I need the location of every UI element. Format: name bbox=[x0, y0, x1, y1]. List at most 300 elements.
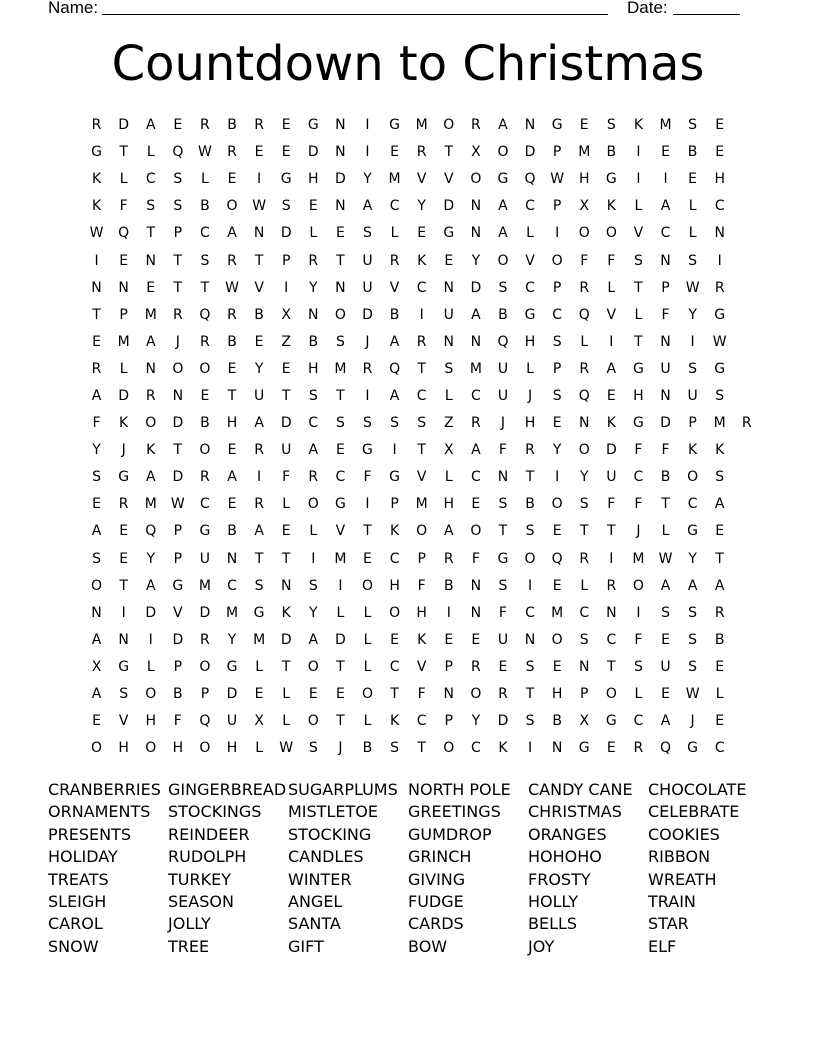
grid-letter[interactable]: B bbox=[687, 144, 698, 161]
grid-letter[interactable]: W bbox=[685, 686, 700, 703]
grid-letter[interactable]: H bbox=[633, 387, 644, 404]
grid-letter[interactable]: V bbox=[525, 252, 535, 269]
grid-letter[interactable]: D bbox=[605, 442, 617, 459]
grid-letter[interactable]: S bbox=[633, 658, 643, 675]
grid-letter[interactable]: Q bbox=[551, 550, 563, 567]
grid-letter[interactable]: E bbox=[335, 686, 345, 703]
grid-letter[interactable]: R bbox=[200, 631, 210, 648]
grid-letter[interactable]: M bbox=[632, 550, 645, 567]
grid-letter[interactable]: A bbox=[254, 523, 264, 540]
grid-letter[interactable]: J bbox=[365, 333, 370, 350]
grid-letter[interactable]: C bbox=[552, 306, 563, 323]
grid-letter[interactable]: T bbox=[444, 144, 454, 161]
grid-letter[interactable]: M bbox=[144, 496, 157, 513]
grid-letter[interactable]: M bbox=[388, 171, 401, 188]
grid-letter[interactable]: T bbox=[336, 387, 345, 404]
grid-letter[interactable]: E bbox=[254, 144, 264, 161]
grid-letter[interactable]: D bbox=[280, 631, 292, 648]
grid-letter[interactable]: G bbox=[687, 740, 699, 757]
grid-letter[interactable]: O bbox=[470, 686, 482, 703]
grid-letter[interactable]: L bbox=[526, 360, 534, 377]
grid-letter[interactable]: L bbox=[255, 658, 264, 675]
grid-letter[interactable]: R bbox=[498, 686, 508, 703]
grid-letter[interactable]: T bbox=[607, 523, 616, 540]
grid-letter[interactable]: G bbox=[334, 496, 346, 513]
grid-letter[interactable]: Y bbox=[146, 550, 156, 567]
grid-letter[interactable]: E bbox=[715, 713, 725, 730]
grid-letter[interactable]: L bbox=[390, 225, 399, 242]
grid-letter[interactable]: C bbox=[470, 740, 481, 757]
grid-letter[interactable]: F bbox=[92, 415, 101, 432]
grid-letter[interactable]: H bbox=[172, 740, 184, 757]
grid-letter[interactable]: M bbox=[253, 631, 266, 648]
grid-letter[interactable]: D bbox=[145, 604, 157, 621]
grid-letter[interactable]: B bbox=[389, 306, 400, 323]
grid-letter[interactable]: N bbox=[443, 686, 454, 703]
grid-letter[interactable]: V bbox=[416, 469, 427, 486]
grid-letter[interactable]: A bbox=[714, 577, 725, 594]
grid-letter[interactable]: L bbox=[146, 658, 155, 675]
grid-letter[interactable]: D bbox=[226, 686, 238, 703]
grid-letter[interactable]: S bbox=[661, 604, 670, 621]
grid-letter[interactable]: T bbox=[363, 523, 372, 540]
grid-letter[interactable]: U bbox=[199, 550, 211, 567]
grid-letter[interactable]: U bbox=[660, 360, 671, 377]
grid-letter[interactable]: B bbox=[227, 117, 237, 134]
grid-letter[interactable]: V bbox=[335, 523, 346, 540]
grid-letter[interactable]: C bbox=[525, 604, 535, 621]
grid-letter[interactable]: P bbox=[173, 550, 183, 567]
grid-letter[interactable]: N bbox=[145, 360, 156, 377]
grid-letter[interactable]: C bbox=[687, 496, 698, 513]
grid-letter[interactable]: U bbox=[497, 360, 509, 377]
grid-letter[interactable]: E bbox=[254, 333, 264, 350]
grid-letter[interactable]: S bbox=[525, 713, 535, 730]
grid-letter[interactable]: R bbox=[741, 415, 752, 432]
grid-letter[interactable]: D bbox=[335, 171, 346, 188]
grid-letter[interactable]: K bbox=[146, 442, 156, 459]
grid-letter[interactable]: J bbox=[636, 523, 641, 540]
grid-letter[interactable]: G bbox=[605, 171, 617, 188]
grid-letter[interactable]: G bbox=[524, 306, 536, 323]
grid-letter[interactable]: R bbox=[470, 658, 481, 675]
grid-letter[interactable]: O bbox=[551, 496, 563, 513]
grid-letter[interactable]: I bbox=[148, 631, 153, 648]
grid-letter[interactable]: C bbox=[227, 577, 237, 594]
grid-letter[interactable]: R bbox=[579, 279, 590, 296]
grid-letter[interactable]: G bbox=[253, 604, 265, 621]
grid-letter[interactable]: I bbox=[392, 442, 397, 459]
grid-letter[interactable]: O bbox=[524, 550, 536, 567]
grid-letter[interactable]: N bbox=[660, 387, 671, 404]
grid-letter[interactable]: O bbox=[470, 171, 482, 188]
grid-letter[interactable]: O bbox=[199, 740, 211, 757]
grid-letter[interactable]: C bbox=[389, 658, 400, 675]
grid-letter[interactable]: T bbox=[200, 279, 210, 296]
grid-letter[interactable]: P bbox=[552, 279, 562, 296]
grid-letter[interactable]: R bbox=[579, 360, 590, 377]
grid-letter[interactable]: F bbox=[634, 442, 643, 459]
grid-letter[interactable]: S bbox=[525, 658, 535, 675]
grid-letter[interactable]: C bbox=[416, 713, 427, 730]
grid-letter[interactable]: K bbox=[688, 442, 698, 459]
grid-letter[interactable]: P bbox=[444, 713, 453, 730]
date-blank-line[interactable] bbox=[673, 14, 740, 15]
grid-letter[interactable]: O bbox=[361, 577, 373, 594]
grid-letter[interactable]: H bbox=[578, 171, 590, 188]
grid-letter[interactable]: F bbox=[580, 252, 589, 269]
grid-letter[interactable]: S bbox=[498, 496, 508, 513]
grid-letter[interactable]: L bbox=[282, 496, 291, 513]
grid-letter[interactable]: A bbox=[498, 225, 508, 242]
grid-letter[interactable]: T bbox=[390, 686, 399, 703]
grid-letter[interactable]: T bbox=[417, 442, 426, 459]
grid-letter[interactable]: W bbox=[658, 550, 673, 567]
grid-letter[interactable]: E bbox=[552, 523, 562, 540]
grid-letter[interactable]: C bbox=[200, 496, 210, 513]
grid-letter[interactable]: R bbox=[227, 252, 237, 269]
grid-letter[interactable]: R bbox=[525, 442, 535, 459]
grid-letter[interactable]: R bbox=[606, 577, 617, 594]
grid-letter[interactable]: N bbox=[253, 225, 265, 242]
grid-letter[interactable]: G bbox=[118, 658, 130, 675]
grid-letter[interactable]: D bbox=[524, 144, 536, 161]
grid-letter[interactable]: S bbox=[92, 469, 101, 486]
grid-letter[interactable]: D bbox=[335, 631, 346, 648]
grid-letter[interactable]: S bbox=[417, 415, 427, 432]
grid-letter[interactable]: O bbox=[226, 198, 238, 215]
grid-letter[interactable]: A bbox=[145, 577, 156, 594]
grid-letter[interactable]: E bbox=[579, 117, 589, 134]
grid-letter[interactable]: E bbox=[92, 496, 101, 513]
grid-letter[interactable]: Y bbox=[309, 604, 318, 621]
grid-letter[interactable]: H bbox=[551, 686, 563, 703]
grid-letter[interactable]: T bbox=[336, 252, 345, 269]
grid-letter[interactable]: A bbox=[660, 713, 671, 730]
grid-letter[interactable]: N bbox=[470, 225, 482, 242]
grid-letter[interactable]: T bbox=[634, 279, 643, 296]
grid-letter[interactable]: Y bbox=[688, 550, 697, 567]
grid-letter[interactable]: K bbox=[715, 442, 725, 459]
grid-letter[interactable]: S bbox=[498, 577, 508, 594]
grid-letter[interactable]: C bbox=[416, 387, 427, 404]
grid-letter[interactable]: R bbox=[254, 496, 264, 513]
grid-letter[interactable]: S bbox=[688, 252, 698, 269]
grid-letter[interactable]: E bbox=[281, 523, 291, 540]
grid-letter[interactable]: E bbox=[281, 360, 291, 377]
grid-letter[interactable]: S bbox=[579, 631, 589, 648]
grid-letter[interactable]: S bbox=[308, 577, 318, 594]
grid-letter[interactable]: L bbox=[363, 631, 372, 648]
grid-letter[interactable]: E bbox=[227, 360, 237, 377]
grid-letter[interactable]: K bbox=[281, 604, 291, 621]
grid-letter[interactable]: S bbox=[173, 171, 183, 188]
grid-letter[interactable]: G bbox=[389, 117, 400, 134]
grid-letter[interactable]: N bbox=[470, 577, 482, 594]
grid-letter[interactable]: U bbox=[362, 279, 373, 296]
grid-letter[interactable]: S bbox=[579, 496, 589, 513]
grid-letter[interactable]: A bbox=[389, 333, 400, 350]
grid-letter[interactable]: Q bbox=[172, 144, 184, 161]
grid-letter[interactable]: A bbox=[308, 631, 319, 648]
grid-letter[interactable]: W bbox=[225, 279, 239, 296]
grid-letter[interactable]: P bbox=[200, 686, 210, 703]
grid-letter[interactable]: N bbox=[335, 117, 346, 134]
grid-letter[interactable]: K bbox=[606, 415, 616, 432]
grid-letter[interactable]: G bbox=[714, 360, 726, 377]
grid-letter[interactable]: E bbox=[471, 631, 481, 648]
grid-letter[interactable]: A bbox=[91, 523, 102, 540]
grid-letter[interactable]: E bbox=[146, 279, 156, 296]
grid-letter[interactable]: A bbox=[471, 306, 481, 323]
grid-letter[interactable]: B bbox=[660, 469, 671, 486]
grid-letter[interactable]: A bbox=[660, 198, 671, 215]
grid-letter[interactable]: N bbox=[497, 469, 509, 486]
grid-letter[interactable]: E bbox=[498, 658, 508, 675]
grid-letter[interactable]: G bbox=[91, 144, 102, 161]
grid-letter[interactable]: D bbox=[118, 117, 130, 134]
grid-letter[interactable]: E bbox=[119, 523, 129, 540]
grid-letter[interactable]: G bbox=[443, 225, 455, 242]
grid-letter[interactable]: A bbox=[687, 577, 698, 594]
grid-letter[interactable]: C bbox=[145, 171, 156, 188]
grid-letter[interactable]: I bbox=[717, 252, 722, 269]
grid-letter[interactable]: I bbox=[636, 171, 641, 188]
grid-letter[interactable]: I bbox=[636, 144, 641, 161]
grid-letter[interactable]: G bbox=[632, 360, 644, 377]
grid-letter[interactable]: G bbox=[605, 713, 617, 730]
grid-letter[interactable]: D bbox=[443, 198, 455, 215]
grid-letter[interactable]: M bbox=[415, 496, 428, 513]
grid-letter[interactable]: T bbox=[525, 469, 535, 486]
grid-letter[interactable]: N bbox=[470, 333, 482, 350]
grid-letter[interactable]: M bbox=[144, 306, 157, 323]
grid-letter[interactable]: E bbox=[661, 144, 670, 161]
grid-letter[interactable]: E bbox=[335, 442, 345, 459]
grid-letter[interactable]: Q bbox=[660, 740, 672, 757]
grid-letter[interactable]: B bbox=[552, 713, 562, 730]
grid-letter[interactable]: H bbox=[416, 604, 427, 621]
grid-letter[interactable]: F bbox=[498, 604, 507, 621]
grid-letter[interactable]: C bbox=[633, 469, 644, 486]
grid-letter[interactable]: G bbox=[687, 523, 699, 540]
grid-letter[interactable]: V bbox=[443, 171, 454, 188]
grid-letter[interactable]: N bbox=[118, 279, 129, 296]
grid-letter[interactable]: Q bbox=[145, 523, 157, 540]
grid-letter[interactable]: N bbox=[91, 604, 102, 621]
grid-letter[interactable]: H bbox=[226, 415, 238, 432]
grid-letter[interactable]: B bbox=[714, 631, 725, 648]
grid-letter[interactable]: N bbox=[524, 117, 536, 134]
grid-letter[interactable]: K bbox=[91, 198, 102, 215]
grid-letter[interactable]: S bbox=[200, 252, 210, 269]
grid-letter[interactable]: O bbox=[172, 360, 184, 377]
grid-letter[interactable]: J bbox=[690, 713, 695, 730]
grid-letter[interactable]: U bbox=[362, 252, 373, 269]
grid-letter[interactable]: A bbox=[471, 442, 481, 459]
grid-letter[interactable]: M bbox=[117, 333, 130, 350]
grid-letter[interactable]: P bbox=[688, 415, 697, 432]
grid-letter[interactable]: I bbox=[636, 604, 641, 621]
grid-letter[interactable]: C bbox=[308, 415, 319, 432]
grid-letter[interactable]: U bbox=[443, 306, 454, 323]
grid-letter[interactable]: E bbox=[390, 631, 399, 648]
grid-letter[interactable]: T bbox=[173, 279, 183, 296]
grid-letter[interactable]: E bbox=[335, 225, 345, 242]
grid-letter[interactable]: E bbox=[119, 550, 129, 567]
grid-letter[interactable]: N bbox=[335, 144, 346, 161]
grid-letter[interactable]: N bbox=[443, 333, 454, 350]
grid-letter[interactable]: E bbox=[119, 252, 129, 269]
grid-letter[interactable]: Y bbox=[363, 171, 372, 188]
grid-letter[interactable]: F bbox=[363, 469, 372, 486]
grid-letter[interactable]: N bbox=[118, 631, 129, 648]
grid-letter[interactable]: S bbox=[606, 117, 616, 134]
grid-letter[interactable]: R bbox=[362, 360, 373, 377]
grid-letter[interactable]: F bbox=[119, 198, 128, 215]
grid-letter[interactable]: O bbox=[632, 577, 644, 594]
grid-letter[interactable]: O bbox=[578, 442, 590, 459]
grid-letter[interactable]: C bbox=[335, 469, 346, 486]
grid-letter[interactable]: F bbox=[173, 713, 182, 730]
grid-letter[interactable]: R bbox=[118, 496, 129, 513]
grid-letter[interactable]: G bbox=[578, 740, 590, 757]
grid-letter[interactable]: S bbox=[173, 198, 183, 215]
grid-letter[interactable]: T bbox=[173, 442, 183, 459]
grid-letter[interactable]: R bbox=[172, 306, 183, 323]
grid-letter[interactable]: L bbox=[201, 171, 209, 188]
grid-letter[interactable]: G bbox=[307, 117, 319, 134]
grid-letter[interactable]: N bbox=[714, 225, 725, 242]
grid-letter[interactable]: B bbox=[254, 306, 264, 323]
grid-letter[interactable]: J bbox=[500, 415, 506, 432]
grid-letter[interactable]: D bbox=[362, 306, 373, 323]
grid-letter[interactable]: E bbox=[363, 550, 372, 567]
grid-letter[interactable]: I bbox=[609, 333, 614, 350]
grid-letter[interactable]: T bbox=[579, 523, 589, 540]
grid-letter[interactable]: O bbox=[334, 306, 346, 323]
grid-letter[interactable]: E bbox=[308, 198, 318, 215]
grid-letter[interactable]: I bbox=[94, 252, 99, 269]
grid-letter[interactable]: E bbox=[444, 631, 454, 648]
grid-letter[interactable]: I bbox=[365, 117, 370, 134]
grid-letter[interactable]: E bbox=[417, 225, 427, 242]
grid-letter[interactable]: S bbox=[390, 740, 400, 757]
grid-letter[interactable]: C bbox=[525, 279, 535, 296]
grid-letter[interactable]: F bbox=[471, 550, 480, 567]
grid-letter[interactable]: R bbox=[200, 469, 210, 486]
grid-letter[interactable]: N bbox=[280, 577, 292, 594]
grid-letter[interactable]: N bbox=[470, 198, 482, 215]
grid-letter[interactable]: O bbox=[199, 360, 211, 377]
grid-letter[interactable]: M bbox=[659, 117, 672, 134]
grid-letter[interactable]: T bbox=[498, 523, 508, 540]
grid-letter[interactable]: L bbox=[715, 686, 724, 703]
grid-letter[interactable]: M bbox=[578, 144, 591, 161]
grid-letter[interactable]: F bbox=[661, 306, 670, 323]
grid-letter[interactable]: U bbox=[497, 387, 509, 404]
grid-letter[interactable]: L bbox=[688, 225, 697, 242]
grid-letter[interactable]: Y bbox=[309, 279, 318, 296]
grid-letter[interactable]: W bbox=[252, 198, 267, 215]
grid-letter[interactable]: I bbox=[121, 604, 126, 621]
grid-letter[interactable]: G bbox=[172, 577, 184, 594]
grid-letter[interactable]: I bbox=[609, 550, 614, 567]
grid-letter[interactable]: Y bbox=[579, 469, 589, 486]
grid-letter[interactable]: O bbox=[416, 523, 428, 540]
grid-letter[interactable]: B bbox=[362, 740, 373, 757]
grid-letter[interactable]: N bbox=[660, 252, 671, 269]
grid-letter[interactable]: O bbox=[145, 415, 157, 432]
grid-letter[interactable]: S bbox=[146, 198, 156, 215]
grid-letter[interactable]: G bbox=[389, 469, 400, 486]
grid-letter[interactable]: E bbox=[661, 631, 670, 648]
grid-letter[interactable]: B bbox=[443, 577, 454, 594]
grid-letter[interactable]: O bbox=[551, 252, 563, 269]
grid-letter[interactable]: I bbox=[257, 171, 262, 188]
grid-letter[interactable]: E bbox=[471, 496, 481, 513]
grid-letter[interactable]: E bbox=[254, 686, 264, 703]
grid-letter[interactable]: M bbox=[334, 550, 347, 567]
grid-letter[interactable]: N bbox=[578, 415, 590, 432]
grid-letter[interactable]: T bbox=[227, 387, 237, 404]
grid-letter[interactable]: S bbox=[335, 415, 345, 432]
grid-letter[interactable]: L bbox=[282, 686, 291, 703]
grid-letter[interactable]: Q bbox=[199, 713, 211, 730]
grid-letter[interactable]: Q bbox=[118, 225, 130, 242]
grid-letter[interactable]: J bbox=[175, 333, 180, 350]
grid-letter[interactable]: A bbox=[498, 198, 508, 215]
grid-letter[interactable]: G bbox=[632, 415, 644, 432]
grid-letter[interactable]: O bbox=[145, 686, 157, 703]
grid-letter[interactable]: A bbox=[91, 631, 102, 648]
grid-letter[interactable]: T bbox=[92, 306, 101, 323]
grid-letter[interactable]: R bbox=[145, 387, 156, 404]
grid-letter[interactable]: O bbox=[91, 577, 103, 594]
grid-letter[interactable]: Q bbox=[389, 360, 401, 377]
grid-letter[interactable]: R bbox=[470, 117, 481, 134]
grid-letter[interactable]: C bbox=[389, 550, 400, 567]
grid-letter[interactable]: L bbox=[363, 713, 372, 730]
grid-letter[interactable]: Q bbox=[578, 387, 590, 404]
grid-letter[interactable]: M bbox=[225, 604, 239, 621]
grid-letter[interactable]: M bbox=[198, 577, 211, 594]
grid-letter[interactable]: D bbox=[660, 415, 671, 432]
grid-letter[interactable]: O bbox=[361, 686, 373, 703]
grid-letter[interactable]: P bbox=[552, 198, 562, 215]
grid-letter[interactable]: K bbox=[119, 415, 129, 432]
grid-letter[interactable]: Y bbox=[92, 442, 101, 459]
grid-letter[interactable]: N bbox=[335, 198, 346, 215]
grid-letter[interactable]: T bbox=[525, 686, 535, 703]
grid-letter[interactable]: S bbox=[688, 117, 698, 134]
grid-letter[interactable]: S bbox=[308, 740, 318, 757]
grid-letter[interactable]: M bbox=[551, 604, 564, 621]
grid-letter[interactable]: S bbox=[444, 360, 454, 377]
grid-letter[interactable]: S bbox=[498, 279, 508, 296]
grid-letter[interactable]: A bbox=[362, 198, 373, 215]
grid-letter[interactable]: P bbox=[390, 496, 399, 513]
grid-letter[interactable]: E bbox=[715, 523, 725, 540]
grid-letter[interactable]: I bbox=[365, 496, 370, 513]
grid-letter[interactable]: C bbox=[606, 631, 617, 648]
grid-letter[interactable]: L bbox=[444, 387, 453, 404]
grid-letter[interactable]: L bbox=[336, 604, 345, 621]
grid-letter[interactable]: F bbox=[282, 469, 291, 486]
grid-letter[interactable]: N bbox=[524, 631, 536, 648]
grid-letter[interactable]: T bbox=[336, 658, 345, 675]
grid-letter[interactable]: N bbox=[606, 604, 617, 621]
